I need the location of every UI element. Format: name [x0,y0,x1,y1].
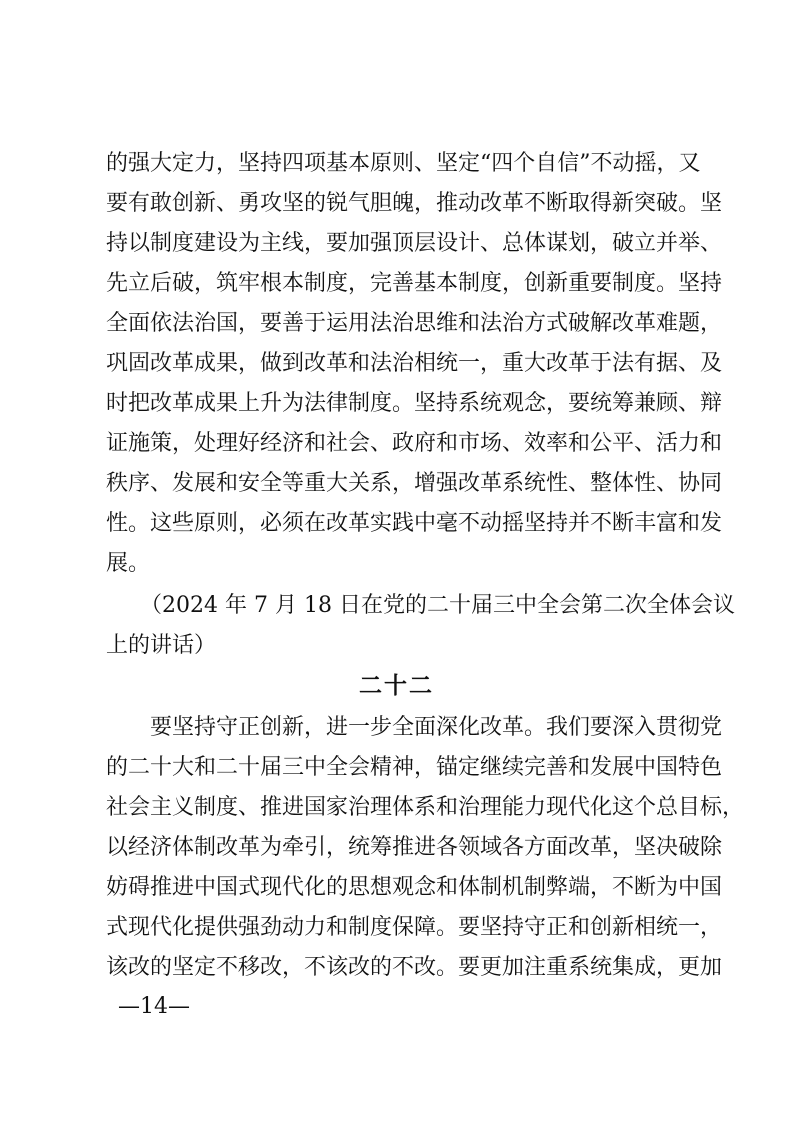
paragraph-line: 证施策，处理好经济和社会、政府和市场、效率和公平、活力和 [106,431,723,456]
paragraph-line: 巩固改革成果，做到改革和法治相统一，重大改革于法有据、及 [106,351,723,376]
paragraph-line: 要有敢创新、勇攻坚的锐气胆魄，推动改革不断取得新突破。坚 [106,191,723,216]
paragraph-line: 持以制度建设为主线，要加强顶层设计、总体谋划，破立并举、 [106,231,723,256]
paragraph-line: 式现代化提供强劲动力和制度保障。要坚持守正和创新相统一， [106,915,723,940]
paragraph-line: 秩序、发展和安全等重大关系，增强改革系统性、整体性、协同 [106,471,723,496]
paragraph-line: 社会主义制度、推进国家治理体系和治理能力现代化这个总目标， [106,795,745,820]
paragraph-line: 全面依法治国，要善于运用法治思维和法治方式破解改革难题， [106,311,723,336]
paragraph-line: 先立后破，筑牢根本制度，完善基本制度，创新重要制度。坚持 [106,271,723,296]
paragraph-line: 的强大定力，坚持四项基本原则、坚定“四个自信”不动摇，又 [106,151,701,176]
source-citation-line: 上的讲话） [106,633,217,658]
paragraph-line: 时把改革成果上升为法律制度。坚持系统观念，要统筹兼顾、辩 [106,391,723,416]
paragraph-line: 以经济体制改革为牵引，统筹推进各领域各方面改革，坚决破除 [106,835,723,860]
section-heading: 二十二 [359,672,434,699]
paragraph-line: 性。这些原则，必须在改革实践中毫不动摇坚持并不断丰富和发 [106,511,723,536]
paragraph-line: 的二十大和二十届三中全会精神，锚定继续完善和发展中国特色 [106,755,723,780]
paragraph-line: 要坚持守正创新，进一步全面深化改革。我们要深入贯彻党 [150,715,723,740]
page-number: —14— [118,994,190,1019]
paragraph-line: 妨碍推进中国式现代化的思想观念和体制机制弊端，不断为中国 [106,875,723,900]
paragraph-line: 该改的坚定不移改，不该改的不改。要更加注重系统集成，更加 [106,955,723,980]
paragraph-line: 展。 [106,551,151,576]
source-citation-line: （2024 年 7 月 18 日在党的二十届三中全会第二次全体会议 [140,593,735,618]
